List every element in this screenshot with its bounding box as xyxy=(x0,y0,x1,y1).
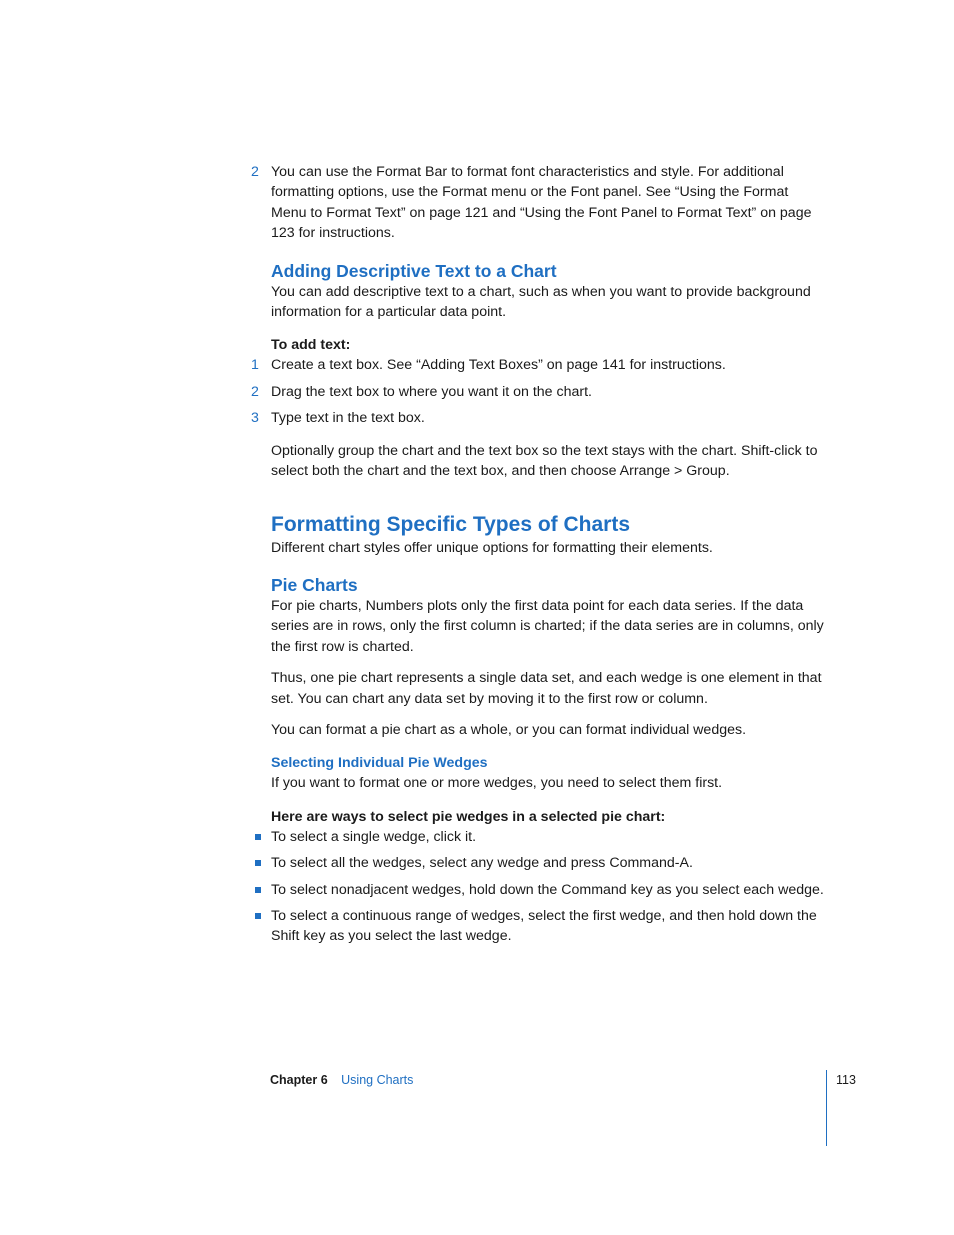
list-item-text: To select nonadjacent wedges, hold down the Command key as you select each wedge. xyxy=(271,881,824,898)
list-item xyxy=(271,827,827,847)
step-text: You can use the Format Bar to format font characteristics and style. For additional formatting options, use the Format menu or the Font panel. See “Using the Format Menu to Format Text” on page 121 and “Using the Font Panel to Format Text” on page 123 for instructions. xyxy=(271,164,812,242)
selecting-intro: If you want to format one or more wedges, you need to select them first. xyxy=(271,775,723,792)
list-item xyxy=(271,880,827,900)
list-item-text: To select all the wedges, select any wedge and press Command-A. xyxy=(271,855,693,872)
page-footer xyxy=(270,1071,413,1089)
list-item xyxy=(271,853,827,873)
bullet-square-icon xyxy=(255,860,261,866)
adding-step xyxy=(251,408,827,428)
main-content xyxy=(251,162,827,947)
adding-intro: You can add descriptive text to a chart, such as when you want to provide background information for a particular data point. xyxy=(271,283,811,321)
formatting-intro: Different chart styles offer unique options for formatting their elements. xyxy=(271,540,713,557)
bullet-square-icon xyxy=(255,913,261,919)
intro-step xyxy=(251,162,827,244)
pie-heading: Pie Charts xyxy=(271,574,358,595)
adding-heading: Adding Descriptive Text to a Chart xyxy=(271,260,557,281)
list-item-text: To select a single wedge, click it. xyxy=(271,828,477,845)
footer-divider xyxy=(826,1070,827,1146)
adding-note: Optionally group the chart and the text box so the text stays with the chart. Shift-click to select both the chart and the text box, and then choose Arrange > Group. xyxy=(271,442,818,480)
pie-para2: Thus, one pie chart represents a single data set, and each wedge is one element in that set. You can chart any data set by moving it to the first row or column. xyxy=(271,670,822,707)
footer-chapter-title[interactable]: Using Charts xyxy=(341,1073,414,1087)
list-item-text: To select a continuous range of wedges, select the first wedge, and then hold down the Shift key as you select the last wedge. xyxy=(271,907,817,945)
adding-step xyxy=(251,355,827,375)
page-number: 113 xyxy=(836,1073,856,1087)
pie-para1: For pie charts, Numbers plots only the first data point for each data series. If the data series are in rows, only the first column is charted; if the data series are in columns, only the first row is charted. xyxy=(271,597,824,655)
pie-para3: You can format a pie chart as a whole, or you can format individual wedges. xyxy=(271,721,747,738)
step-text: Create a text box. See “Adding Text Boxes” on page 141 for instructions. xyxy=(271,357,726,374)
formatting-heading: Formatting Specific Types of Charts xyxy=(271,513,630,537)
list-item xyxy=(271,906,827,947)
selecting-heading: Selecting Individual Pie Wedges xyxy=(271,755,488,772)
adding-lead: To add text: xyxy=(271,337,351,354)
step-number: 2 xyxy=(251,383,259,400)
bullet-square-icon xyxy=(255,834,261,840)
step-number: 3 xyxy=(251,410,259,427)
selecting-lead: Here are ways to select pie wedges in a selected pie chart: xyxy=(271,808,666,825)
step-number: 1 xyxy=(251,357,259,374)
bullet-square-icon xyxy=(255,887,261,893)
footer-chapter: Chapter 6 xyxy=(270,1073,328,1087)
adding-step xyxy=(251,382,827,402)
step-number: 2 xyxy=(251,164,259,180)
step-text: Drag the text box to where you want it on the chart. xyxy=(271,383,592,400)
step-text: Type text in the text box. xyxy=(271,410,425,427)
